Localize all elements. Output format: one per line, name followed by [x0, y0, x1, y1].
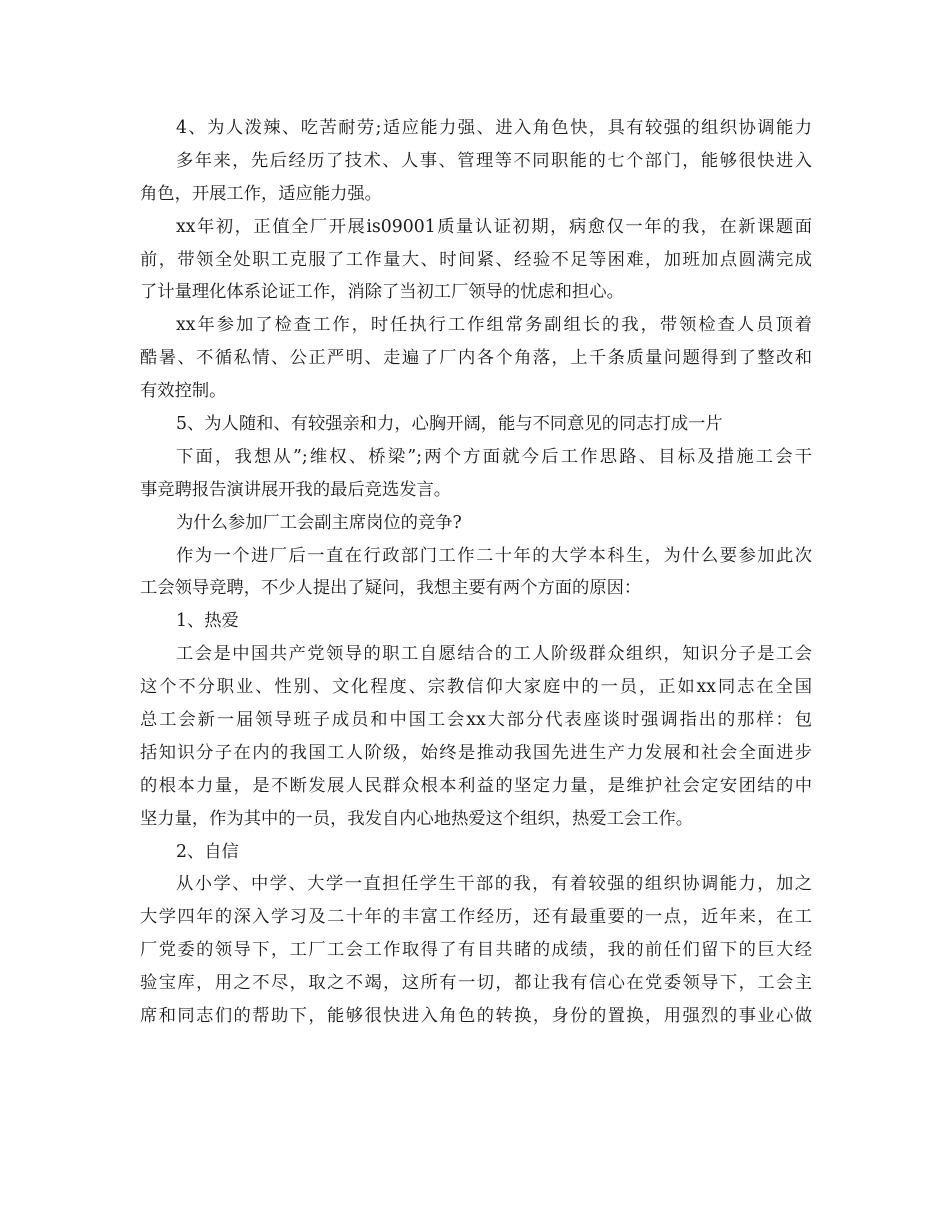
text-line: 的根本力量，是不断发展人民群众根本利益的坚定力量，是维护社会定安团结的中 [140, 775, 812, 796]
text-line: xx年初，正值全厂开展is09001质量认证初期，病愈仅一年的我，在新课题面 [176, 216, 812, 237]
text-line: 多年来，先后经历了技术、人事、管理等不同职能的七个部门，能够很快进入 [176, 150, 812, 171]
document-page [140, 112, 812, 1033]
text-line: 从小学、中学、大学一直担任学生干部的我，有着较强的组织协调能力，加之 [176, 874, 812, 895]
text-line: 总工会新一届领导班子成员和中国工会xx大部分代表座谈时强调指出的那样：包 [140, 710, 812, 731]
text-line: 席和同志们的帮助下，能够很快进入角色的转换，身份的置换，用强烈的事业心做 [140, 1006, 812, 1027]
text-line: 这个不分职业、性别、文化程度、宗教信仰大家庭中的一员，正如xx同志在全国 [140, 677, 812, 698]
text-line: 酷暑、不循私情、公正严明、走遍了厂内各个角落，上千条质量问题得到了整改和 [140, 348, 812, 369]
text-line: 角色，开展工作，适应能力强。 [140, 183, 382, 204]
text-line: 括知识分子在内的我国工人阶级，始终是推动我国先进生产力发展和社会全面进步 [140, 742, 812, 763]
text-line: 作为一个进厂后一直在行政部门工作二十年的大学本科生，为什么要参加此次 [176, 545, 812, 566]
text-line: 有效控制。 [140, 381, 227, 402]
text-line: 4、为人泼辣、吃苦耐劳;适应能力强、进入角色快，具有较强的组织协调能力 [176, 118, 812, 138]
text-line: 大学四年的深入学习及二十年的丰富工作经历，还有最重要的一点，近年来，在工 [140, 907, 812, 928]
text-line: 5、为人随和、有较强亲和力，心胸开阔，能与不同意见的同志打成一片 [176, 414, 723, 435]
text-line: 事竞聘报告演讲展开我的最后竞选发言。 [140, 479, 452, 500]
text-line: 下面，我想从”;维权、桥梁”;两个方面就今后工作思路、目标及措施工会干 [176, 446, 812, 467]
text-line: 为什么参加厂工会副主席岗位的竞争? [176, 512, 462, 533]
text-line: 坚力量，作为其中的一员，我发自内心地热爱这个组织，热爱工会工作。 [140, 808, 694, 829]
text-line: xx年参加了检查工作，时任执行工作组常务副组长的我，带领检查人员顶着 [176, 315, 812, 336]
text-line: 1、热爱 [176, 611, 239, 632]
text-line: 了计量理化体系论证工作，消除了当初工厂领导的忧虑和担心。 [140, 282, 624, 303]
text-line: 厂党委的领导下，工厂工会工作取得了有目共睹的成绩，我的前任们留下的巨大经 [140, 940, 812, 961]
text-line: 前，带领全处职工克服了工作量大、时间紧、经验不足等困难，加班加点圆满完成 [140, 249, 812, 270]
text-line: 2、自信 [176, 841, 239, 862]
text-line: 工会领导竞聘，不少人提出了疑问，我想主要有两个方面的原因： [140, 578, 642, 599]
text-line: 工会是中国共产党领导的职工自愿结合的工人阶级群众组织，知识分子是工会 [176, 644, 812, 665]
text-line: 验宝库，用之不尽，取之不竭，这所有一切，都让我有信心在党委领导下，工会主 [140, 973, 812, 994]
